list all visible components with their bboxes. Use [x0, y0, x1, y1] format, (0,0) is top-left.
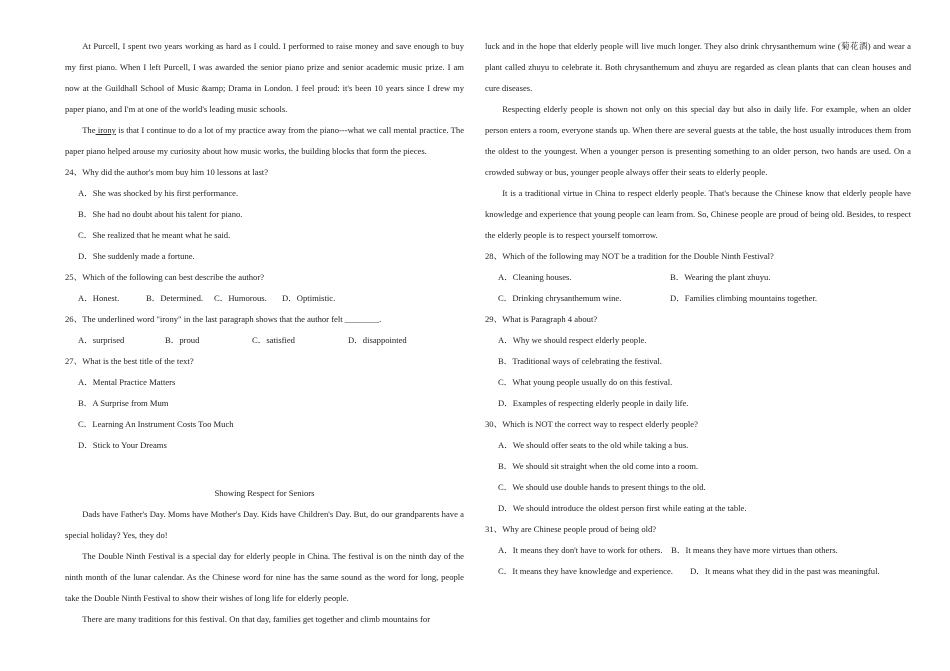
option-25b[interactable]: B．Determined. [146, 293, 204, 303]
option-30d[interactable]: D．We should introduce the oldest person first while eating at the table. [498, 503, 747, 513]
question-31-options [485, 540, 911, 582]
option-30c[interactable]: C．We should use double hands to present things to the old. [498, 482, 706, 492]
question-26-stem: 26、The underlined word "irony" in the last paragraph shows that the author felt ________. [65, 314, 382, 324]
option-24a[interactable]: A．She was shocked by his first performance. [78, 188, 239, 198]
option-25c[interactable]: C．Humorous. [214, 293, 267, 303]
option-28a[interactable]: A．Cleaning houses. [498, 272, 572, 282]
question-29-options [485, 330, 911, 414]
irony-pre: The [82, 125, 96, 135]
option-30b[interactable]: B．We should sit straight when the old come into a room. [498, 461, 699, 471]
option-26b[interactable]: B．proud [165, 335, 200, 345]
question-25-stem: 25、Which of the following can best describe the author? [65, 272, 265, 282]
option-28d[interactable]: D．Families climbing mountains together. [670, 293, 818, 303]
question-24 [65, 162, 464, 267]
question-31 [485, 519, 911, 582]
option-28c[interactable]: C．Drinking chrysanthemum wine. [498, 293, 622, 303]
question-26-options [65, 330, 464, 351]
option-31-line1[interactable]: A．It means they don't have to work for others. B．It means they have more virtues than others. [498, 545, 838, 555]
question-28 [485, 246, 911, 309]
option-27a[interactable]: A．Mental Practice Matters [78, 377, 176, 387]
option-30a[interactable]: A．We should offer seats to the old while taking a bus. [498, 440, 689, 450]
question-28-stem: 28、Which of the following may NOT be a tradition for the Double Ninth Festival? [485, 251, 774, 261]
option-28b[interactable]: B．Wearing the plant zhuyu. [670, 272, 771, 282]
option-27c[interactable]: C．Learning An Instrument Costs Too Much [78, 419, 234, 429]
option-26c[interactable]: C．satisfied [252, 335, 295, 345]
paragraph-traditions-end: luck and in the hope that elderly people will live much longer. They also drink chrysanthemum wine (菊花酒) and wear a plant called zhuyu to celebrate it. Both chrysanthemum and zhuyu are regarded as clean plants that can clean houses and cure diseases. [485, 41, 911, 93]
option-24c[interactable]: C．She realized that he meant what he said. [78, 230, 231, 240]
question-25-options [65, 288, 464, 309]
option-29c[interactable]: C．What young people usually do on this festival. [498, 377, 673, 387]
option-24d[interactable]: D．She suddenly made a fortune. [78, 251, 195, 261]
paragraph-irony [65, 120, 464, 162]
question-24-options [65, 183, 464, 267]
passage-title: Showing Respect for Seniors [214, 488, 315, 498]
option-24b[interactable]: B．She had no doubt about his talent for piano. [78, 209, 243, 219]
question-29-stem: 29、What is Paragraph 4 about? [485, 314, 598, 324]
option-26d[interactable]: D．disappointed [348, 335, 407, 345]
question-25 [65, 267, 464, 309]
paragraph-traditions-start: There are many traditions for this festival. On that day, families get together and climb mountains for [82, 614, 431, 624]
right-column [485, 36, 911, 582]
irony-post: is that I continue to do a lot of my practice away from the piano---what we call mental practice. The paper piano helped arouse my curiosity about how music works, the building blocks that form the pieces. [65, 125, 465, 156]
left-column [65, 36, 464, 630]
option-31-line2[interactable]: C．It means they have knowledge and experience. D．It means what they did in the past was meaningful. [498, 566, 880, 576]
question-28-options-row2 [485, 288, 911, 309]
question-28-options-row1 [485, 267, 911, 288]
paragraph-double-ninth: The Double Ninth Festival is a special day for elderly people in China. The festival is on the ninth day of the ninth month of the lunar calendar. As the Chinese word for nine has the same sound as the word for long, people take the Double Ninth Festival to show their wishes of long life for elderly people. [65, 551, 464, 603]
question-27 [65, 351, 464, 456]
option-29b[interactable]: B．Traditional ways of celebrating the festival. [498, 356, 662, 366]
question-30-options [485, 435, 911, 519]
option-27b[interactable]: B．A Surprise from Mum [78, 398, 169, 408]
question-29 [485, 309, 911, 414]
question-24-stem: 24、Why did the author's mom buy him 10 lessons at last? [65, 167, 269, 177]
option-29d[interactable]: D．Examples of respecting elderly people in daily life. [498, 398, 689, 408]
paragraph-virtue: It is a traditional virtue in China to respect elderly people. That's because the Chinese know that elderly people have knowledge and experience that young people can learn from. So, Chinese people are proud of being old. Besides, to respect the elderly people is to respect yourself tomorrow. [485, 188, 911, 240]
option-25d[interactable]: D．Optimistic. [282, 293, 336, 303]
paragraph-daily-life: Respecting elderly people is shown not only on this special day but also in daily life. For example, when an older person enters a room, everyone stands up. When there are several guests at the table, the host usually introduces them from the oldest to the youngest. When a younger person is presenting something to an older person, two hands are used. On a crowded subway or bus, younger people always offer their seats to elderly people. [485, 104, 911, 177]
option-27d[interactable]: D．Stick to Your Dreams [78, 440, 167, 450]
question-30 [485, 414, 911, 519]
question-31-stem: 31、Why are Chinese people proud of being old? [485, 524, 657, 534]
irony-underlined-word: irony [95, 125, 116, 135]
question-26 [65, 309, 464, 351]
paragraph-holidays: Dads have Father's Day. Moms have Mother's Day. Kids have Children's Day. But, do our grandparents have a special holiday? Yes, they do! [65, 509, 464, 540]
question-27-stem: 27、What is the best title of the text? [65, 356, 194, 366]
option-26a[interactable]: A．surprised [78, 335, 125, 345]
option-29a[interactable]: A．Why we should respect elderly people. [498, 335, 647, 345]
option-25a[interactable]: A．Honest. [78, 293, 120, 303]
question-30-stem: 30、Which is NOT the correct way to respect elderly people? [485, 419, 698, 429]
paragraph-purcell: At Purcell, I spent two years working as hard as I could. I performed to raise money and save enough to buy my first piano. When I left Purcell, I was awarded the senior piano prize and senior academic music prize. I am now at the Guildhall School of Music &amp; Drama in London. I feel proud: it's been 10 years since I drew my paper piano, and I'm at one of the world's leading music schools. [65, 41, 464, 114]
question-27-options [65, 372, 464, 456]
